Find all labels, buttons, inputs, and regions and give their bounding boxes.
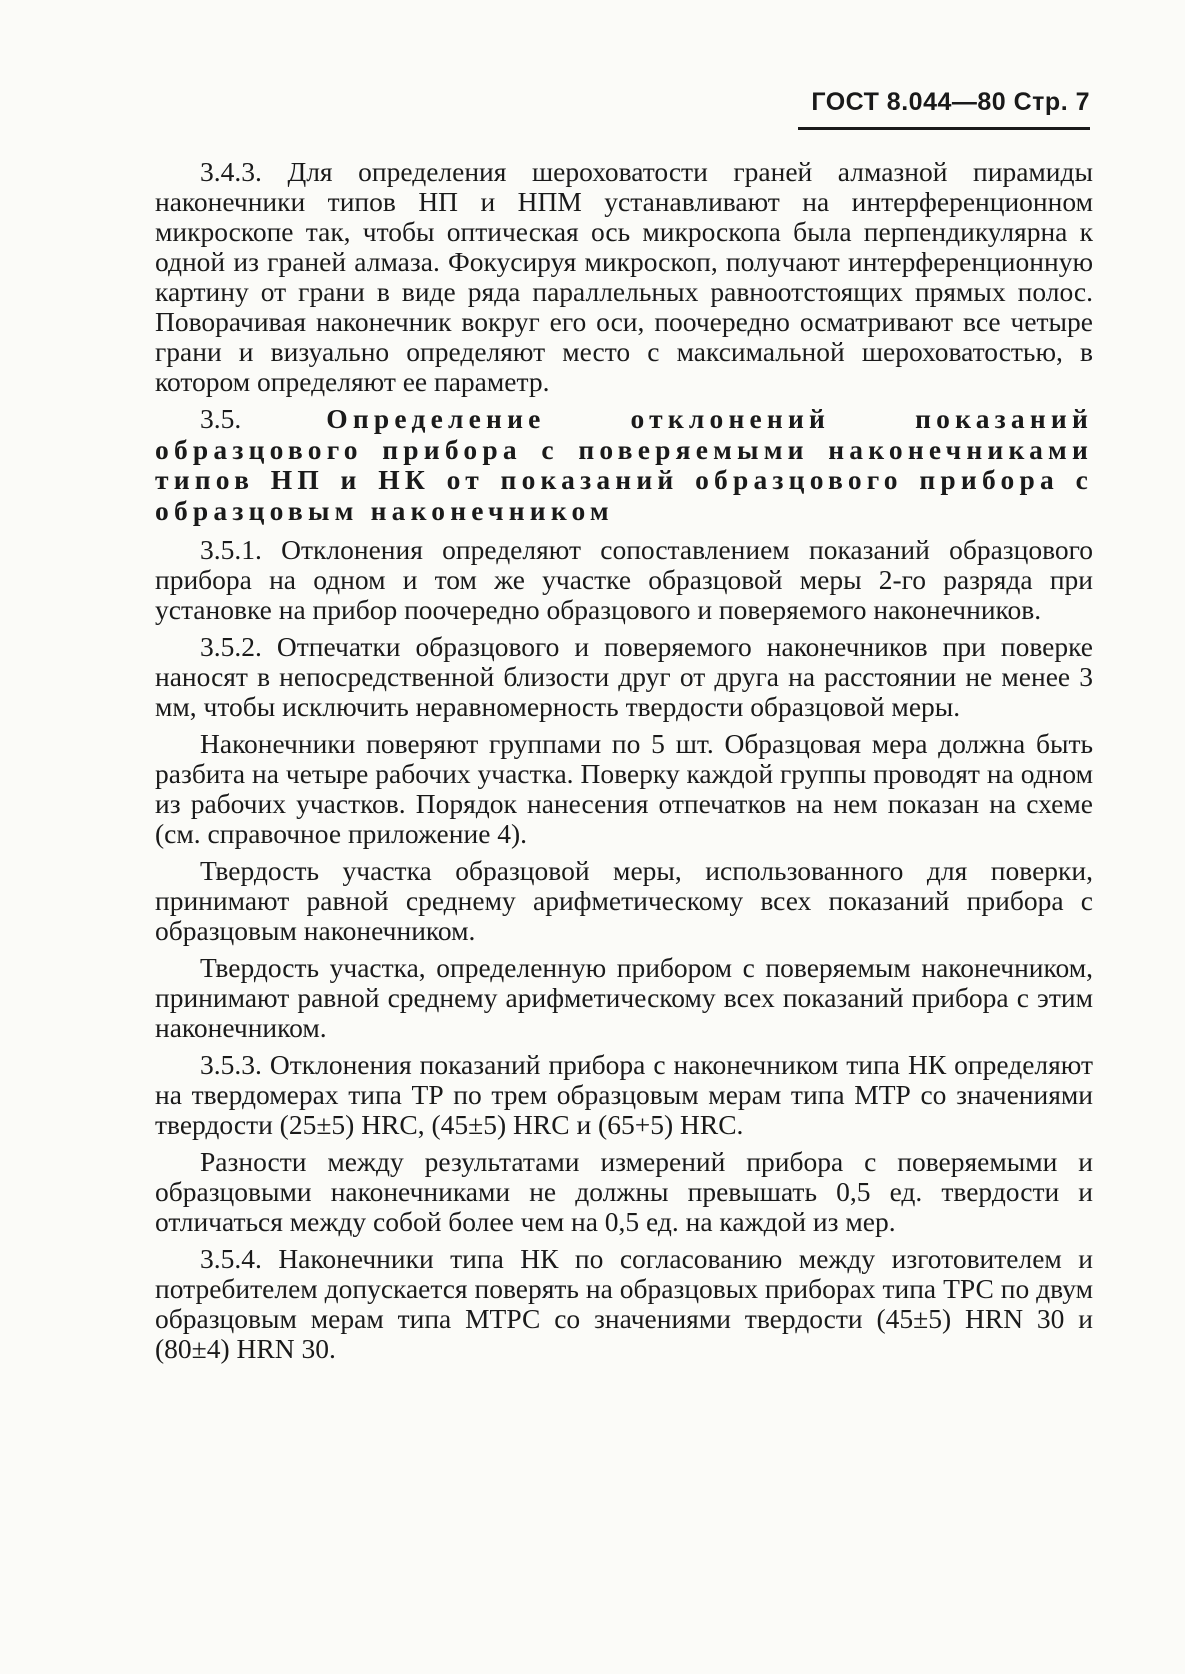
paragraph-3-5-2-groups: Наконечники поверяют группами по 5 шт. Образцовая мера должна быть разбита на четыре рабочих участка. Поверку каждой группы проводят на одном из рабочих участков. Порядок нанесения отпечатков на нем показан на схеме (см. справочное приложение 4).	[155, 728, 1093, 849]
paragraph-3-5-3: 3.5.3. Отклонения показаний прибора с наконечником типа НК определяют на твердомерах типа ТР по трем образцовым мерам типа МТР со значениями твердости (25±5) HRC, (45±5) HRC и (65+5) HRC.	[155, 1049, 1093, 1140]
section-number: 3.5.	[200, 403, 242, 434]
section-heading-3-5	[155, 404, 1093, 526]
paragraph-3-5-3-differences: Разности между результатами измерений прибора с поверяемыми и образцовыми наконечниками не должны превышать 0,5 ед. твердости и отличаться между собой более чем на 0,5 ед. на каждой из мер.	[155, 1146, 1093, 1237]
paragraph-3-5-2: 3.5.2. Отпечатки образцового и поверяемого наконечников при поверке наносят в непосредственной близости друг от друга на расстоянии не менее 3 мм, чтобы исключить неравномерность твердости образцовой меры.	[155, 631, 1093, 722]
paragraph-3-5-2-hardness-tested: Твердость участка, определенную прибором с поверяемым наконечником, принимают равной среднему арифметическому всех показаний прибора с этим наконечником.	[155, 952, 1093, 1043]
header-rule	[798, 127, 1090, 130]
paragraph-3-5-1: 3.5.1. Отклонения определяют сопоставлением показаний образцового прибора на одном и том же участке образцовой меры 2-го разряда при установке на прибор поочередно образцового и поверяемого наконечников.	[155, 534, 1093, 625]
paragraph-3-5-2-hardness-reference: Твердость участка образцовой меры, использованного для поверки, принимают равной среднему арифметическому всех показаний прибора с образцовым наконечником.	[155, 855, 1093, 946]
document-body	[155, 157, 1093, 1371]
paragraph-3-5-4: 3.5.4. Наконечники типа НК по согласованию между изготовителем и потребителем допускается поверять на образцовых приборах типа ТРС по двум образцовым мерам типа МТРС со значениями твердости (45±5) HRN 30 и (80±4) HRN 30.	[155, 1243, 1093, 1364]
paragraph-3-4-3: 3.4.3. Для определения шероховатости граней алмазной пирамиды наконечники типов НП и НПМ устанавливают на интерференционном микроскопе так, чтобы оптическая ось микроскопа была перпендикулярна к одной из граней алмаза. Фокусируя микроскоп, получают интерференционную картину от грани в виде ряда параллельных равноотстоящих прямых полос. Поворачивая наконечник вокруг его оси, поочередно осматривают все четыре грани и визуально определяют место с максимальной шероховатостью, в котором определяют ее параметр.	[155, 156, 1093, 397]
section-title: Определение отклонений показаний образцового прибора с поверяемыми наконечниками типов НП и НК от показаний образцового прибора с образцовым наконечником	[155, 403, 1094, 526]
page-header: ГОСТ 8.044—80 Стр. 7	[811, 88, 1090, 116]
